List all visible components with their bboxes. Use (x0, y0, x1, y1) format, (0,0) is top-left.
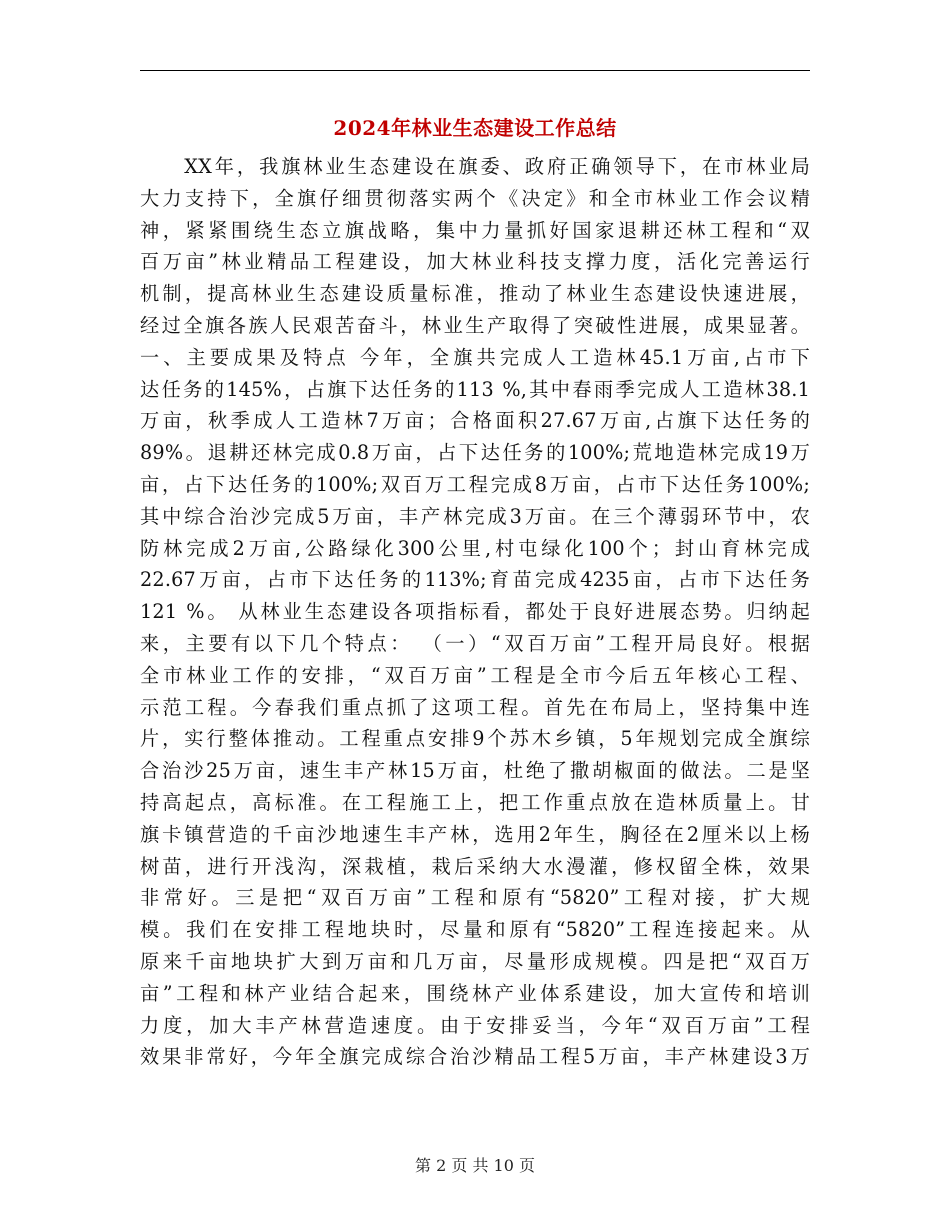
body-line: 示范工程。今春我们重点抓了这项工程。首先在布局上，坚持集中连 (140, 695, 810, 719)
body-line: 万亩，秋季成人工造林7万亩；合格面积27.67万亩,占旗下达任务的 (140, 409, 810, 433)
body-line: 一、主要成果及特点 今年，全旗共完成人工造林45.1万亩,占市下 (140, 345, 810, 369)
body-line: 神，紧紧围绕生态立旗战略，集中力量抓好国家退耕还林工程和“双 (140, 218, 810, 242)
body-line: 合治沙25万亩，速生丰产林15万亩，杜绝了撒胡椒面的做法。二是坚 (140, 759, 810, 783)
document-title: 2024年林业生态建设工作总结 (333, 116, 617, 140)
body-line: 非常好。三是把“双百万亩”工程和原有“5820”工程对接，扩大规 (140, 886, 810, 910)
body-line: 达任务的145%，占旗下达任务的113 %,其中春雨季完成人工造林38.1 (140, 377, 810, 401)
body-line: 百万亩”林业精品工程建设，加大林业科技支撑力度，活化完善运行 (140, 250, 810, 274)
body-line: 机制，提高林业生态建设质量标准，推动了林业生态建设快速进展， (140, 282, 810, 306)
body-line: 模。我们在安排工程地块时，尽量和原有“5820”工程连接起来。从 (140, 918, 810, 942)
body-line: XX年，我旗林业生态建设在旗委、政府正确领导下，在市林业局 (140, 155, 810, 178)
body-line: 其中综合治沙完成5万亩，丰产林完成3万亩。在三个薄弱环节中，农 (140, 504, 810, 528)
body-line: 亩，占下达任务的100%;双百万工程完成8万亩，占市下达任务100%; (140, 472, 810, 496)
body-line: 原来千亩地块扩大到万亩和几万亩，尽量形成规模。四是把“双百万 (140, 949, 810, 973)
body-line: 89%。退耕还林完成0.8万亩，占下达任务的100%;荒地造林完成19万 (140, 441, 810, 465)
body-line: 树苗，进行开浅沟，深栽植，栽后采纳大水漫灌，修权留全株，效果 (140, 854, 810, 878)
body-line: 旗卡镇营造的千亩沙地速生丰产林，选用2年生，胸径在2厘米以上杨 (140, 822, 810, 846)
body-line: 防林完成2万亩,公路绿化300公里,村屯绿化100个；封山育林完成 (140, 536, 810, 560)
header-rule (140, 70, 810, 71)
body-line: 片，实行整体推动。工程重点安排9个苏木乡镇，5年规划完成全旗综 (140, 727, 810, 751)
body-line: 121 %。 从林业生态建设各项指标看，都处于良好进展态势。归纳起 (140, 600, 810, 624)
body-line: 来，主要有以下几个特点： （一）“双百万亩”工程开局良好。根据 (140, 631, 810, 655)
page-number: 第 2 页 共 10 页 (415, 1156, 535, 1175)
body-line: 大力支持下，全旗仔细贯彻落实两个《决定》和全市林业工作会议精 (140, 186, 810, 210)
body-line: 持高起点，高标准。在工程施工上，把工作重点放在造林质量上。甘 (140, 790, 810, 814)
body-line: 经过全旗各族人民艰苦奋斗，林业生产取得了突破性进展，成果显著。 (140, 313, 810, 337)
body-line: 22.67万亩，占市下达任务的113%;育苗完成4235亩，占市下达任务 (140, 568, 810, 592)
body-line: 亩”工程和林产业结合起来，围绕林产业体系建设，加大宣传和培训 (140, 981, 810, 1005)
body-line: 效果非常好，今年全旗完成综合治沙精品工程5万亩，丰产林建设3万 (140, 1045, 810, 1069)
body-line: 力度，加大丰产林营造速度。由于安排妥当，今年“双百万亩”工程 (140, 1013, 810, 1037)
document-body (140, 151, 810, 1073)
body-line: 全市林业工作的安排，“双百万亩”工程是全市今后五年核心工程、 (140, 663, 810, 687)
